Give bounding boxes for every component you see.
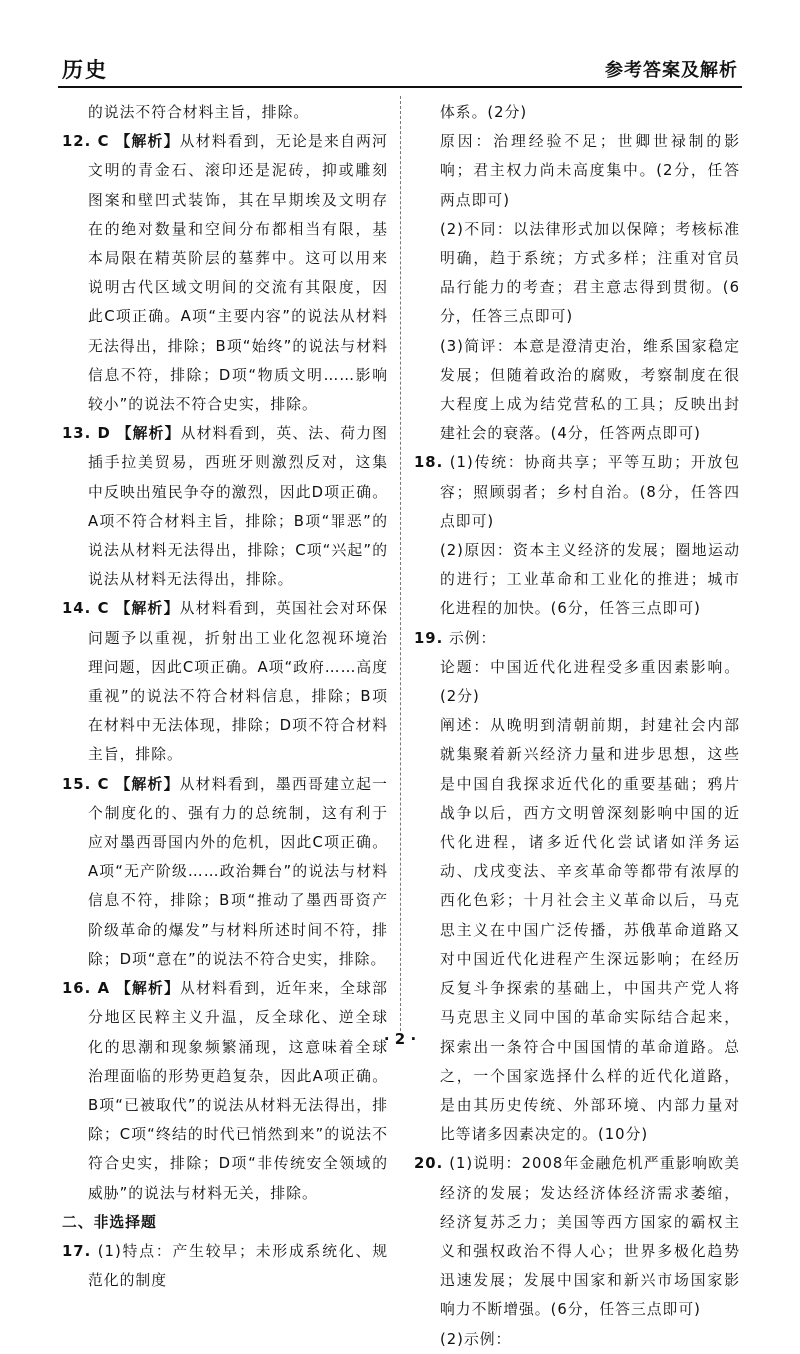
page-header-title: 参考答案及解析 (605, 60, 738, 81)
analysis-tag: 【解析】 (115, 600, 180, 618)
analysis-tag: 【解析】 (116, 425, 181, 443)
answer-text: (1)特点：产生较早；未形成系统化、规范化的制度 (88, 1242, 388, 1290)
answer-number: 17. (62, 1242, 92, 1260)
analysis-tag: 【解析】 (115, 980, 181, 998)
answer-20-part2: (2)示例： (440, 1330, 512, 1348)
subject-title: 历史 (62, 58, 108, 82)
answer-20 (414, 1149, 740, 1324)
answer-text: 从材料看到，无论是来自两河文明的青金石、滚印还是泥砖，抑或雕刻图案和壁凹式装饰，其在早期埃及文明存在的绝对数量和空间分布都相当有限，基本局限在精英阶层的墓葬中。这可以用来说明古代区域文明间的交流有其限度，因此C项正确。A项“主要内容”的说法从材料无法得出，排除；B项“始终”的说法与材料信息不符，排除；D项“物质文明……影响较小”的说法不符合史实，排除。 (88, 133, 388, 414)
answer-17-reason: 原因：治理经验不足；世卿世禄制的影响；君主权力尚未高度集中。(2分，任答两点即可) (440, 133, 740, 209)
answer-17-part2: (2)不同：以法律形式加以保障；考核标准明确，趋于系统；方式多样；注重对官员品行能力的考查；君主意志得到贯彻。(6分，任答三点即可) (440, 220, 740, 326)
answer-text: 从材料看到，英、法、荷力图插手拉美贸易，西班牙则激烈反对，这集中反映出殖民争夺的激烈，因此D项正确。A项不符合材料主旨，排除；B项“罪恶”的说法从材料无法得出，排除；C项“兴起”的说法从材料无法得出，排除。 (88, 425, 388, 589)
answer-number: 14. C (62, 600, 110, 618)
answer-number: 16. A (62, 980, 111, 998)
answer-number: 15. C (62, 775, 110, 793)
header-rule (58, 86, 742, 88)
answer-19-thesis: 论题：中国近代化进程受多重因素影响。(2分) (440, 658, 740, 706)
page-number: · 2 · (383, 1030, 417, 1048)
answer-number: 20. (414, 1155, 444, 1173)
answer-16 (62, 974, 388, 1208)
answer-12 (62, 127, 388, 419)
column-divider (400, 96, 401, 1031)
answer-14 (62, 594, 388, 769)
analysis-tag: 【解析】 (115, 775, 180, 793)
answer-number: 19. (414, 629, 444, 647)
answer-number: 13. D (62, 425, 111, 443)
continued-text: 的说法不符合材料主旨，排除。 (88, 104, 310, 121)
answer-text: 从材料看到，近年来，全球部分地区民粹主义升温，反全球化、逆全球化的思潮和现象频繁涌现，这意味着全球治理面临的形势更趋复杂，因此A项正确。B项“已被取代”的说法从材料无法得出，排除；C项“终结的时代已悄然到来”的说法不符合史实，排除；D项“非传统安全领域的威胁”的说法与材料无关，排除。 (88, 980, 388, 1202)
answer-17 (62, 1237, 388, 1295)
answer-18 (414, 448, 740, 536)
section-title: 二、非选择题 (62, 1213, 157, 1231)
answer-17-part3: (3)简评：本意是澄清吏治，维系国家稳定发展；但随着政治的腐败，考察制度在很大程度上成为结党营私的工具；反映出封建社会的衰落。(4分，任答两点即可) (440, 337, 740, 443)
left-column (62, 98, 388, 1295)
answer-text: 示例： (448, 629, 497, 647)
answer-text: (1)传统：协商共享；平等互助；开放包容；照顾弱者；乡村自治。(8分，任答四点即可) (440, 454, 740, 530)
answer-17-continued: 体系。(2分) (440, 104, 528, 121)
answer-18-part2: (2)原因：资本主义经济的发展；圈地运动的进行；工业革命和工业化的推进；城市化进程的加快。(6分，任答三点即可) (440, 542, 740, 618)
analysis-tag: 【解析】 (115, 133, 180, 151)
answer-text: (1)说明：2008年金融危机严重影响欧美经济的发展；发达经济体经济需求萎缩，经济复苏乏力；美国等西方国家的霸权主义和强权政治不得人心；世界多极化趋势迅速发展；发展中国家和新兴市场国家影响力不断增强。(6分，任答三点即可) (440, 1155, 740, 1319)
answer-number: 12. C (62, 133, 110, 151)
answer-13 (62, 419, 388, 594)
answer-15 (62, 770, 388, 974)
answer-number: 18. (414, 454, 444, 472)
right-column (414, 98, 740, 1354)
answer-19-body: 阐述：从晚明到清朝前期，封建社会内部就集聚着新兴经济力量和进步思想，这些是中国自我探求近代化的重要基础；鸦片战争以后，西方文明曾深刻影响中国的近代化进程，诸多近代化尝试诸如洋务运动、戊戌变法、辛亥革命等都带有浓厚的西化色彩；十月社会主义革命以后，马克思主义在中国广泛传播，苏俄革命道路又对中国近代化进程产生深远影响；在经历反复斗争探索的基础上，中国共产党人将马克思主义同中国的革命实际结合起来，探索出一条符合中国国情的革命道路。总之，一个国家选择什么样的近代化道路，是由其历史传统、外部环境、内部力量对比等诸多因素决定的。(10分) (440, 717, 740, 1144)
answer-text: 从材料看到，英国社会对环保问题予以重视，折射出工业化忽视环境治理问题，因此C项正确。A项“政府……高度重视”的说法不符合材料信息，排除；B项在材料中无法体现，排除；D项不符合材料主旨，排除。 (88, 600, 388, 764)
answer-text: 从材料看到，墨西哥建立起一个制度化的、强有力的总统制，这有利于应对墨西哥国内外的危机，因此C项正确。A项“无产阶级……政治舞台”的说法与材料信息不符，排除；B项“推动了墨西哥资产阶级革命的爆发”与材料所述时间不符，排除；D项“意在”的说法不符合史实，排除。 (88, 775, 388, 968)
answer-19 (414, 624, 740, 653)
